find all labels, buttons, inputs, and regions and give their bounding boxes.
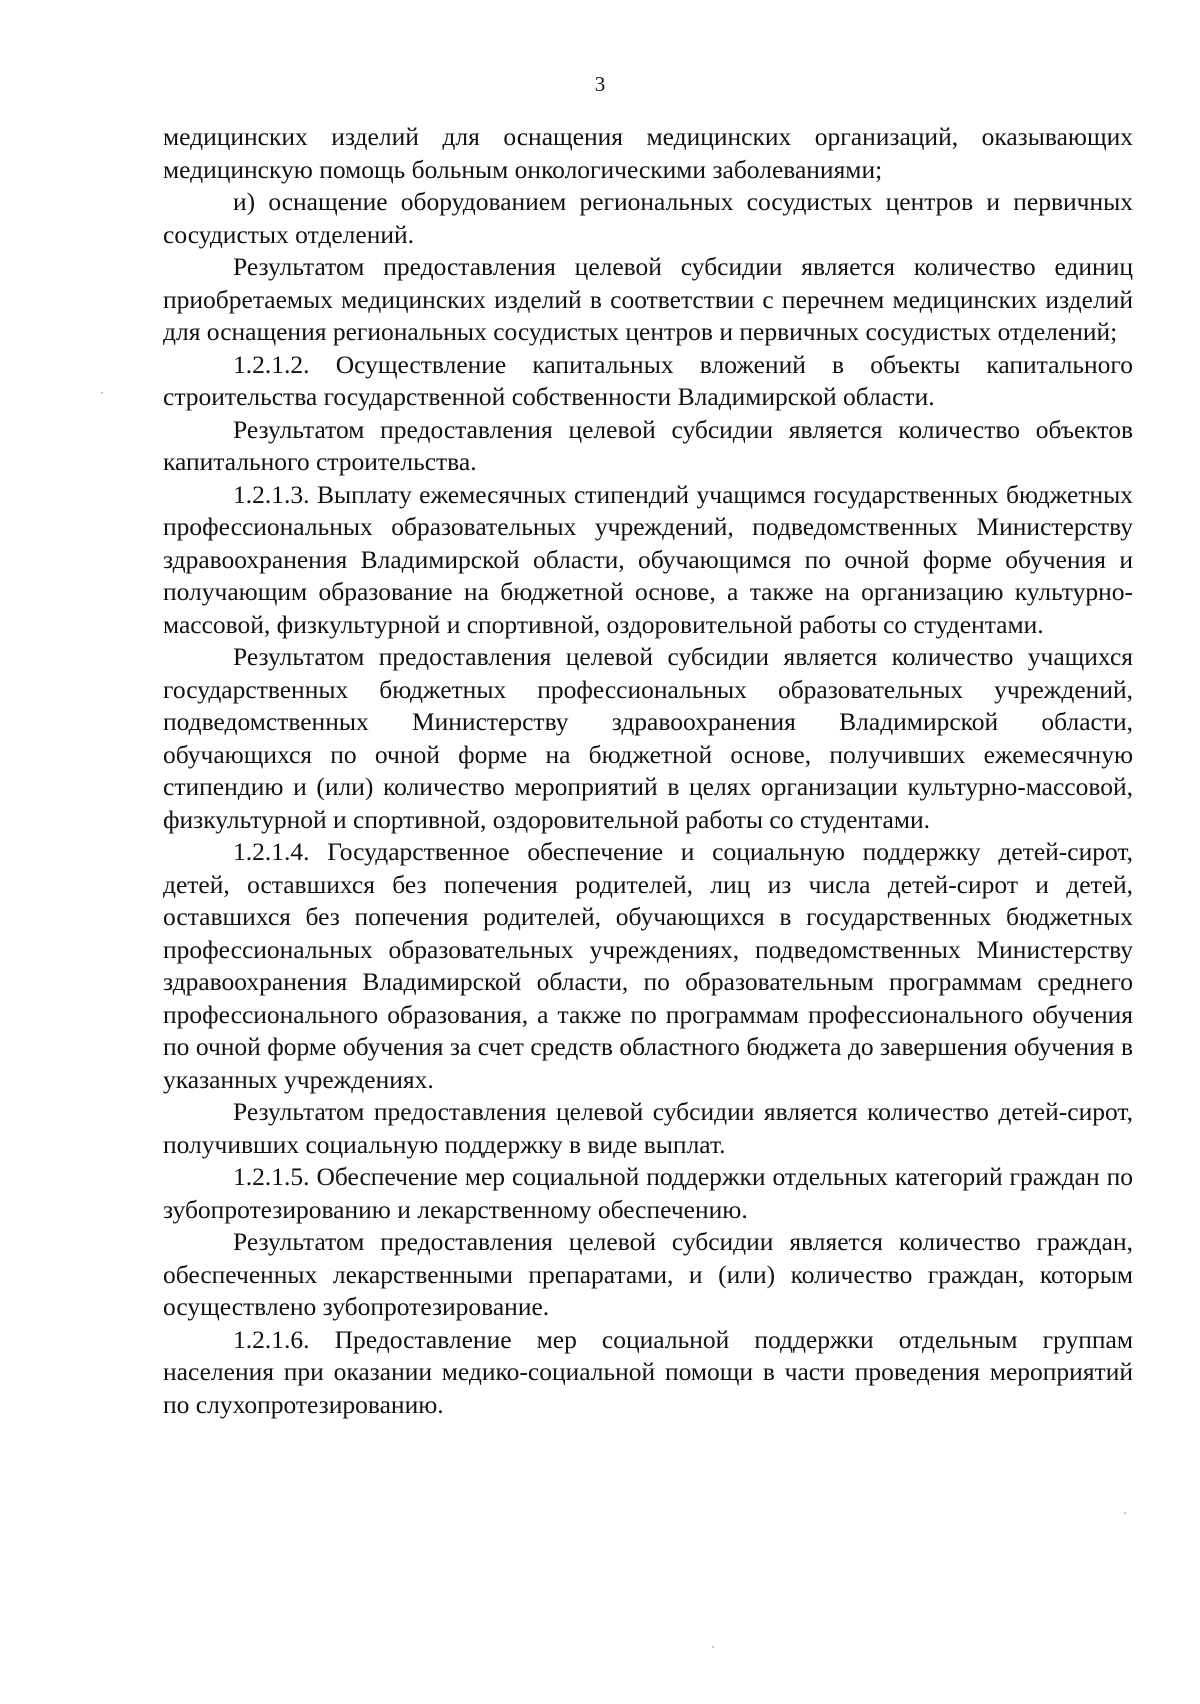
paragraph-result: Результатом предоставления целевой субсидии является количество учащихся государственных бюджетных профессиональных образовательных учреждений, подведомственных Министерству здравоохранения Владимирской области, обучающихся по очной форме на бюджетной основе, получивших ежемесячную стипендию и (или) количество мероприятий в целях организации культурно-массовой, физкультурной и спортивной, оздоровительной работы со студентами. bbox=[163, 642, 1133, 834]
paragraph-result: Результатом предоставления целевой субсидии является количество граждан, обеспеченных лекарственными препаратами, и (или) количество граждан, которым осуществлено зубопротезирование. bbox=[163, 1227, 1133, 1321]
paragraph-1-2-1-4: 1.2.1.4. Государственное обеспечение и социальную поддержку детей-сирот, детей, оставшихся без попечения родителей, лиц из числа детей-сирот и детей, оставшихся без попечения родителей, обучающихся в государственных бюджетных профессиональных образовательных учреждениях, подведомственных Министерству здравоохранения Владимирской области, по образовательным программам среднего профессионального образования, а также по программам профессионального обучения по очной форме обучения за счет средств областного бюджета до завершения обучения в указанных учреждениях. bbox=[163, 837, 1133, 1094]
paragraph-result: Результатом предоставления целевой субсидии является количество единиц приобретаемых медицинских изделий в соответствии с перечнем медицинских изделий для оснащения региональных сосудистых центров и первичных сосудистых отделений; bbox=[163, 252, 1133, 346]
paragraph-1-2-1-3: 1.2.1.3. Выплату ежемесячных стипендий учащимся государственных бюджетных профессиональных образовательных учреждений, подведомственных Министерству здравоохранения Владимирской области, обучающимся по очной форме обучения и получающим образование на бюджетной основе, а также на организацию культурно-массовой, физкультурной и спортивной, оздоровительной работы со студентами. bbox=[163, 479, 1133, 639]
paragraph-result: Результатом предоставления целевой субсидии является количество детей-сирот, получивших социальную поддержку в виде выплат. bbox=[163, 1097, 1133, 1159]
paragraph-result: Результатом предоставления целевой субсидии является количество объектов капитального строительства. bbox=[163, 414, 1133, 476]
paragraph-1-2-1-2: 1.2.1.2. Осуществление капитальных вложений в объекты капитального строительства государственной собственности Владимирской области. bbox=[163, 349, 1133, 411]
paragraph-1-2-1-6: 1.2.1.6. Предоставление мер социальной поддержки отдельным группам населения при оказании медико-социальной помощи в части проведения мероприятий по слухопротезированию. bbox=[163, 1324, 1133, 1419]
scan-speck bbox=[712, 1646, 714, 1648]
scan-speck bbox=[101, 392, 103, 394]
page-number: 3 bbox=[594, 72, 606, 96]
paragraph-continuation: медицинских изделий для оснащения медицинских организаций, оказывающих медицинскую помощь больным онкологическими заболеваниями; bbox=[163, 122, 1133, 184]
scan-speck bbox=[1124, 1512, 1126, 1514]
document-body bbox=[163, 121, 1133, 1421]
paragraph-1-2-1-5: 1.2.1.5. Обеспечение мер социальной поддержки отдельных категорий граждан по зубопротезированию и лекарственному обеспечению. bbox=[163, 1162, 1133, 1224]
paragraph-item-i: и) оснащение оборудованием региональных сосудистых центров и первичных сосудистых отделений. bbox=[163, 187, 1133, 249]
